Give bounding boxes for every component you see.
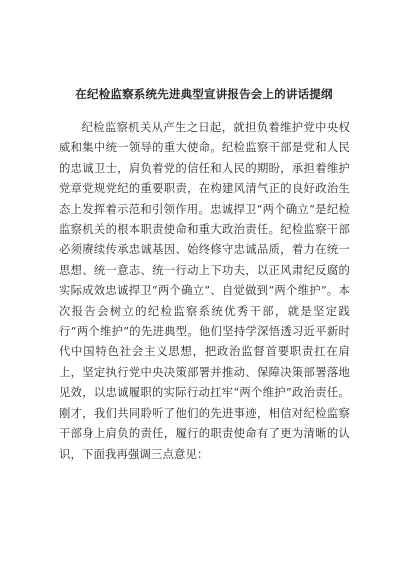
document-title: 在纪检监察系统先进典型宣讲报告会上的讲话提纲 (75, 87, 333, 101)
body-paragraph: 纪检监察机关从产生之日起，就担负着维护党中央权威和集中统一领导的重大使命。纪检监察干部是党和人民的忠诚卫士，肩负着党的信任和人民的期盼，承担着维护党章党规党纪的重要职责，在构建风清气正的良好政治生态上发挥着示范和引领作用。忠诚捍卫“两个确立”是纪检监察机关的根本职责使命和重大政治责任。纪检监察干部必须赓续传承忠诚基因、始终修守忠诚品质，着力在统一思想、统一意志、统一行动上下功夫，以正风肃纪反腐的实际成效忠诚捍卫“两个确立”、自觉做到“两个维护”。本次报告会树立的纪检监察系统优秀干部，就是坚定践行“两个维护”的先进典型。他们坚持学深悟透习近平新时代中国特色社会主义思想，把政治监督首要职责扛在肩上，坚定执行党中央决策部署并推动、保障决策部署落地见效，以忠诚履职的实际行动扛牢“两个维护”政治责任。刚才，我们共同聆听了他们的先进事迹，相信对纪检监察干部身上肩负的责任，履行的职责使命有了更为清晰的认识，下面我再强调三点意见： (59, 121, 350, 461)
